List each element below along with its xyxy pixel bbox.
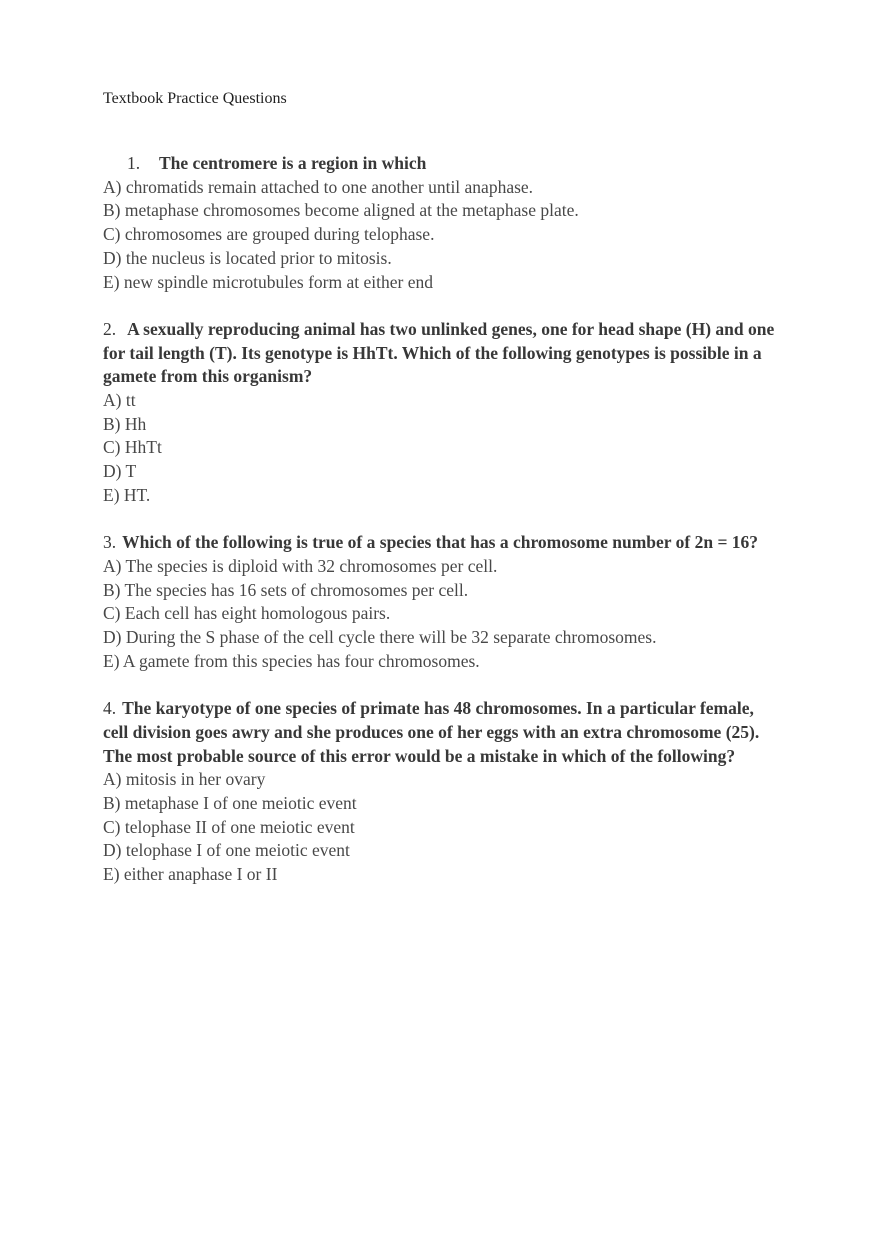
document-title: Textbook Practice Questions	[103, 90, 287, 107]
question-3-number: 3.	[103, 532, 117, 553]
question-3-option-e: E) A gamete from this species has four chromosomes.	[103, 650, 480, 671]
question-4-option-e: E) either anaphase I or II	[103, 864, 278, 885]
question-1	[103, 152, 781, 294]
question-4-prompt: The karyotype of one species of primate has 48 chromosomes. In a particular female, cell division goes awry and she produces one of her eggs with an extra chromosome (25). The most probable source of this error would be a mistake in which of the following?	[103, 698, 760, 766]
question-2-option-e: E) HT.	[103, 484, 151, 505]
question-1-option-c: C) chromosomes are grouped during telophase.	[103, 224, 435, 245]
question-2-option-a: A) tt	[103, 390, 136, 411]
question-2	[103, 318, 781, 508]
question-2-header	[103, 318, 781, 389]
question-2-prompt: A sexually reproducing animal has two unlinked genes, one for head shape (H) and one for tail length (T). Its genotype is HhTt. Which of the following genotypes is possible in a gamete from this organism?	[103, 318, 775, 387]
question-4-option-a: A) mitosis in her ovary	[103, 769, 266, 790]
question-1-option-b: B) metaphase chromosomes become aligned at the metaphase plate.	[103, 200, 579, 221]
question-3-option-c: C) Each cell has eight homologous pairs.	[103, 603, 391, 624]
question-3-option-a: A) The species is diploid with 32 chromosomes per cell.	[103, 555, 498, 576]
question-4-header	[103, 697, 781, 768]
question-2-option-c: C) HhTt	[103, 437, 162, 458]
question-4-option-d: D) telophase I of one meiotic event	[103, 840, 350, 861]
question-4-option-c: C) telophase II of one meiotic event	[103, 816, 355, 837]
question-2-option-d: D) T	[103, 461, 137, 482]
question-1-option-a: A) chromatids remain attached to one another until anaphase.	[103, 176, 534, 197]
question-2-option-b: B) Hh	[103, 413, 147, 434]
question-1-number: 1.	[127, 153, 141, 173]
question-1-prompt: The centromere is a region in which	[159, 153, 427, 173]
question-3-option-d: D) During the S phase of the cell cycle there will be 32 separate chromosomes.	[103, 627, 657, 648]
question-3-header	[103, 531, 781, 555]
question-3	[103, 531, 781, 673]
question-1-header	[103, 152, 781, 176]
question-3-prompt: Which of the following is true of a species that has a chromosome number of 2n = 16?	[122, 532, 759, 553]
question-1-option-d: D) the nucleus is located prior to mitosis.	[103, 247, 392, 268]
question-4-option-b: B) metaphase I of one meiotic event	[103, 792, 357, 813]
question-1-option-e: E) new spindle microtubules form at either end	[103, 271, 433, 292]
question-4	[103, 697, 781, 887]
question-4-number: 4.	[103, 698, 117, 719]
question-3-option-b: B) The species has 16 sets of chromosomes per cell.	[103, 579, 469, 600]
question-2-number: 2.	[103, 318, 117, 339]
